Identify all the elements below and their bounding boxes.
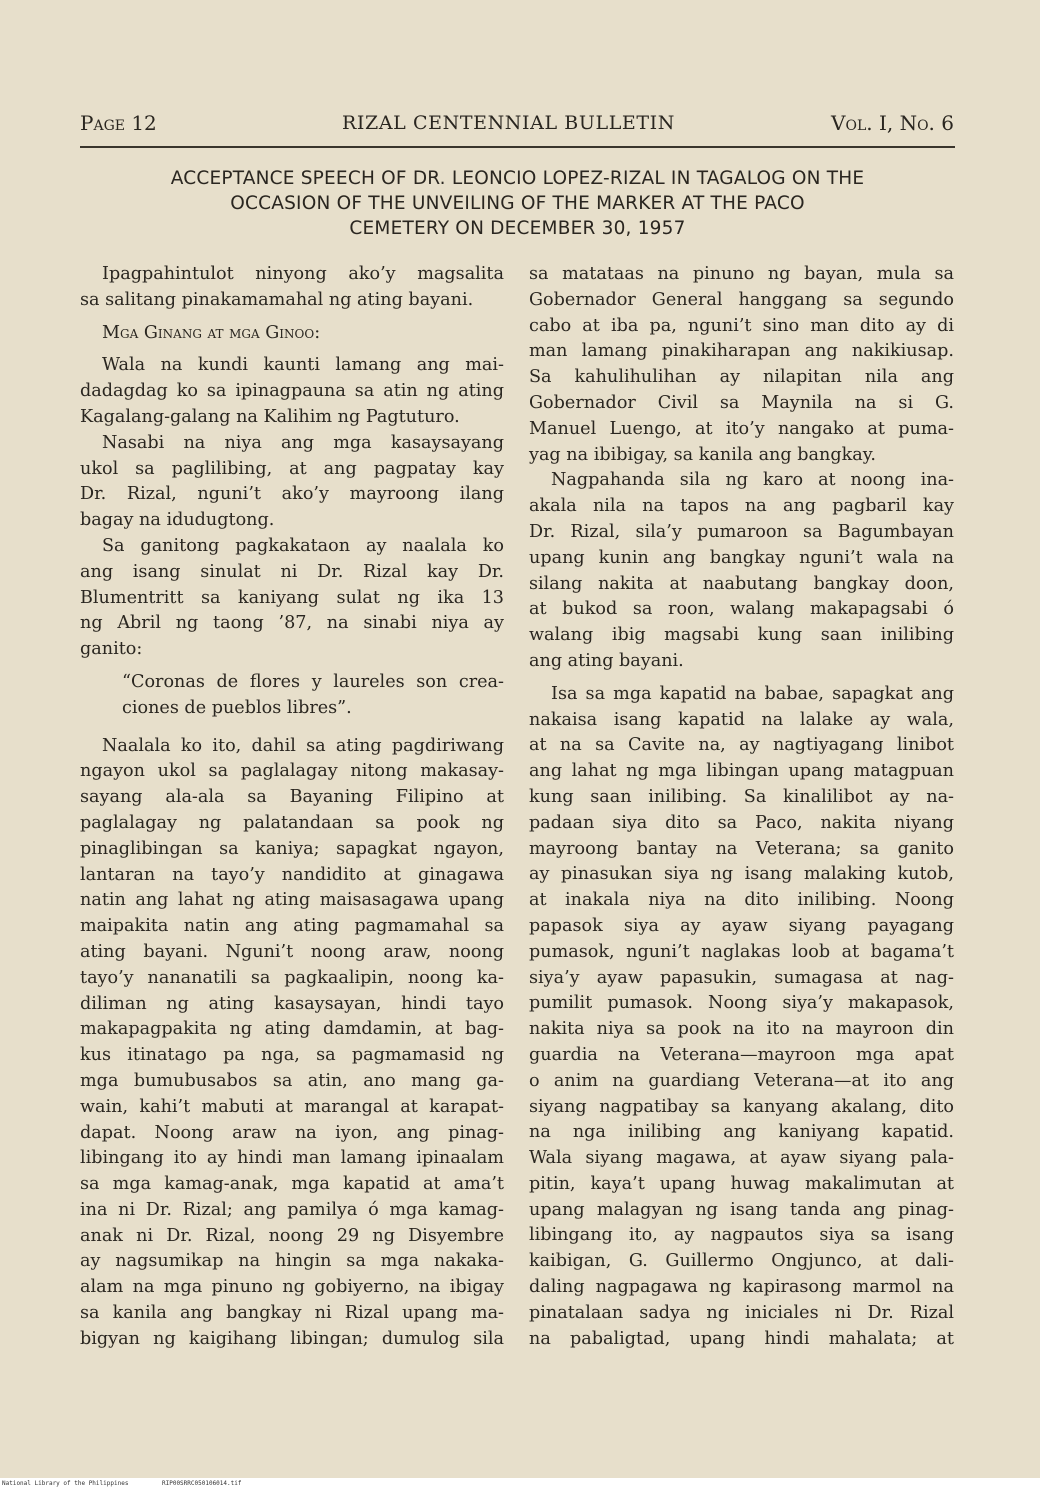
text-line: Naalala ko ito, dahil sa ating pagdiriwang xyxy=(102,735,504,756)
text-line: pinaglibingan sa kaniya; sapagkat ngayon, xyxy=(80,838,504,859)
header-rule xyxy=(80,146,955,148)
text-line: na nga inilibing ang kaniyang kapatid. xyxy=(529,1122,954,1143)
text-line: ukol sa paglilibing, at ang pagpatay kay xyxy=(80,458,504,479)
title-line: OCCASION OF THE UNVEILING OF THE MARKER AT THE PACO xyxy=(230,193,805,214)
text-line: Kagalang-galang na Kalihim ng Pagtuturo. xyxy=(80,406,460,427)
running-head xyxy=(80,108,954,142)
text-line: pitin, kaya’t upang huwag makalimutan at xyxy=(529,1173,954,1194)
text-line: Isa sa mga kapatid na babae, sapagkat ang xyxy=(551,683,954,704)
text-line: Nasabi na niya ang mga kasaysayang xyxy=(102,432,504,453)
article-title xyxy=(80,166,955,241)
text-line: upang kunin ang bangkay nguni’t wala na xyxy=(529,547,954,568)
text-line: libingang ito, ay nagpautos siya sa isang xyxy=(529,1225,954,1246)
scan-filename: RIP00SRRC050106014.tif xyxy=(162,1480,242,1487)
title-line: ACCEPTANCE SPEECH OF DR. LEONCIO LOPEZ-RIZAL IN TAGALOG ON THE xyxy=(170,168,865,189)
text-line: mga bumubusabos sa atin, ano mang ga- xyxy=(80,1070,504,1091)
text-line: ang lahat ng mga libingan upang matagpuan xyxy=(529,761,954,782)
text-line: yag na ibibigay, sa kanila ang bangkay. xyxy=(529,444,876,465)
text-line: kung saan inilibing. Sa kinalilibot ay na- xyxy=(529,786,954,807)
text-line: ang ating bayani. xyxy=(529,650,684,671)
text-line: dapat. Noong araw na iyon, ang pinag- xyxy=(80,1122,504,1143)
right-column xyxy=(529,262,954,1352)
text-line: Dr. Rizal, sila’y pumaroon sa Bagumbayan xyxy=(529,521,954,542)
text-line: Gobernador General hanggang sa segundo xyxy=(529,289,954,310)
title-line: CEMETERY ON DECEMBER 30, 1957 xyxy=(349,218,686,239)
text-line: silang nakita at naabutang bangkay doon, xyxy=(529,573,954,594)
text-line: diliman ng ating kasaysayan, hindi tayo xyxy=(80,993,504,1014)
text-line: kaibigan, G. Guillermo Ongjunco, at dali- xyxy=(529,1251,954,1272)
text-line: padaan siya dito sa Paco, nakita niyang xyxy=(529,812,954,833)
text-line: nakita niya sa pook na ito na mayroon din xyxy=(529,1019,954,1040)
text-line: Nagpahanda sila ng karo at noong ina- xyxy=(551,470,954,491)
text-line: upang malagyan ng isang tanda ang pinag- xyxy=(529,1199,954,1220)
text-line: natin ang lahat ng ating maisasagawa upang xyxy=(80,890,504,911)
publication-title: RIZAL CENTENNIAL BULLETIN xyxy=(342,112,675,134)
text-line: siya’y ayaw papasukin, sumagasa at nag- xyxy=(529,967,954,988)
text-line: bagay na idudugtong. xyxy=(80,510,275,531)
text-line: papasok siya ay ayaw siyang payagang xyxy=(529,915,954,936)
text-line: bigyan ng kaigihang libingan; dumulog sila xyxy=(80,1328,504,1349)
text-line: pinatalaan sadya ng iniciales ni Dr. Rizal xyxy=(529,1302,954,1323)
text-line: Sa ganitong pagkakataon ay naalala ko xyxy=(102,535,504,556)
text-line: sa matataas na pinuno ng bayan, mula sa xyxy=(529,264,954,284)
text-line: sa mga kamag-anak, mga kapatid at ama’t xyxy=(80,1174,504,1195)
text-line: makapagpakita ng ating damdamin, at bag- xyxy=(80,1019,504,1040)
text-line: ating bayani. Nguni’t noong araw, noong xyxy=(80,941,504,962)
text-line: at inakala niya na dito inilibing. Noong xyxy=(529,890,954,911)
text-line: ganito: xyxy=(80,639,143,660)
text-line: Ipagpahintulot ninyong ako’y magsalita xyxy=(102,264,504,284)
text-line: anak ni Dr. Rizal, noong 29 ng Disyembre xyxy=(80,1225,504,1246)
text-line: dadagdag ko sa ipinagpauna sa atin ng ating xyxy=(80,381,504,402)
text-line: maipakita natin ang ating pagmamahal sa xyxy=(80,916,504,937)
text-line: libingang ito ay hindi man lamang ipinaalam xyxy=(80,1148,504,1169)
text-line: o anim na guardiang Veterana—at ito ang xyxy=(529,1070,954,1091)
text-line: walang ibig magsabi kung saan inilibing xyxy=(529,625,954,646)
text-line: Manuel Luengo, at ito’y nangako at puma- xyxy=(529,418,954,439)
text-line: paglalagay ng palatandaan sa pook ng xyxy=(80,812,504,833)
scan-footer xyxy=(0,1478,1040,1488)
salutation: Mga Ginang at mga Ginoo: xyxy=(102,322,321,343)
text-line: alam na mga pinuno ng gobiyerno, na ibigay xyxy=(80,1277,504,1298)
text-line: siyang nagpatibay sa kanyang akalang, dito xyxy=(529,1096,954,1117)
text-line: mayroong bantay na Veterana; sa ganito xyxy=(529,838,954,859)
text-line: sa kanila ang bangkay ni Rizal upang ma- xyxy=(80,1303,504,1324)
page-number: Page 12 xyxy=(80,111,157,135)
text-line: ang isang sinulat ni Dr. Rizal kay Dr. xyxy=(80,561,504,582)
left-column xyxy=(80,262,504,1353)
text-line: Wala siyang magawa, at ayaw siyang pala- xyxy=(529,1148,954,1169)
text-line: daling nagpagawa ng kapirasong marmol na xyxy=(529,1277,954,1298)
text-line: lantaran na tayo’y nandidito at ginagawa xyxy=(80,864,504,885)
text-line: pumasok, nguni’t naglakas loob at bagama’t xyxy=(529,941,954,962)
text-line: Sa kahulihulihan ay nilapitan nila ang xyxy=(529,367,954,388)
text-line: ay pinasukan siya ng isang malaking kutob, xyxy=(529,864,954,885)
text-line: na pabaligtad, upang hindi mahalata; at xyxy=(529,1328,954,1349)
volume-number: Vol. I, No. 6 xyxy=(831,111,954,135)
text-line: sa salitang pinakamamahal ng ating bayani. xyxy=(80,289,474,310)
text-line: pumilit pumasok. Noong siya’y makapasok, xyxy=(529,993,954,1014)
text-line: akala nila na tapos na ang pagbaril kay xyxy=(529,496,954,517)
quote-line: “Coronas de flores y laureles son crea- xyxy=(122,671,504,692)
text-line: at na sa Cavite na, ay nagtiyagang linibot xyxy=(529,735,954,756)
text-line: ng Abril ng taong ’87, na sinabi niya ay xyxy=(80,613,504,634)
text-line: ina ni Dr. Rizal; ang pamilya ó mga kamag- xyxy=(80,1199,504,1220)
text-line: at bukod sa roon, walang makapagsabi ó xyxy=(529,599,954,620)
text-line: nakaisa isang kapatid na lalake ay wala, xyxy=(529,709,954,730)
text-line: man lamang pinakiharapan ang nakikiusap. xyxy=(529,341,954,362)
text-line: wain, kahi’t mabuti at marangal at karapat- xyxy=(80,1096,504,1117)
quote-line: ciones de pueblos libres”. xyxy=(122,697,352,718)
text-line: Gobernador Civil sa Maynila na si G. xyxy=(529,392,954,413)
text-line: sayang ala-ala sa Bayaning Filipino at xyxy=(80,787,504,808)
text-line: tayo’y nananatili sa pagkaalipin, noong ka- xyxy=(80,967,504,988)
text-line: Dr. Rizal, nguni’t ako’y mayroong ilang xyxy=(80,484,504,505)
text-line: kus itinatago pa nga, sa pagmamasid ng xyxy=(80,1045,504,1066)
text-line: Blumentritt sa kaniyang sulat ng ika 13 xyxy=(80,587,504,608)
text-line: ngayon ukol sa paglalagay nitong makasay- xyxy=(80,761,504,782)
library-credit: National Library of the Philippines xyxy=(2,1480,129,1487)
text-line: Wala na kundi kaunti lamang ang mai- xyxy=(102,355,504,376)
text-line: cabo at iba pa, nguni’t sino man dito ay di xyxy=(529,315,954,336)
text-line: guardia na Veterana—mayroon mga apat xyxy=(529,1044,954,1065)
text-line: ay nagsumikap na hingin sa mga nakaka- xyxy=(80,1251,504,1272)
